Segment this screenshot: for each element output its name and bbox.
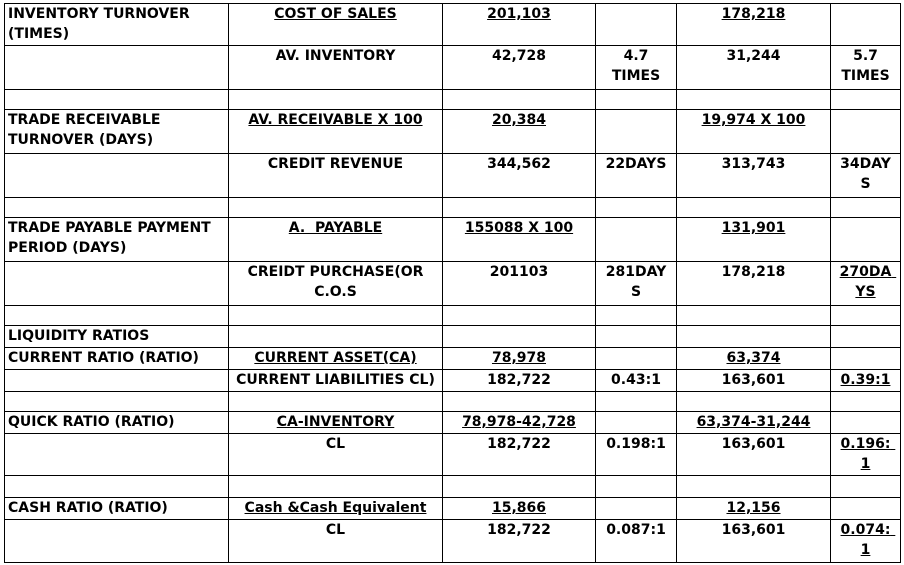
year1-value-cell <box>443 46 596 90</box>
cell-text: 178,218 <box>721 6 786 22</box>
year1-value-cell <box>443 412 596 434</box>
year2-result-cell <box>831 4 901 46</box>
year2-value-cell <box>677 110 831 154</box>
year1-value-cell <box>443 198 596 218</box>
year2-value-cell <box>677 412 831 434</box>
year2-value-cell <box>677 218 831 262</box>
year2-result-cell <box>831 154 901 198</box>
year2-value-cell <box>677 370 831 392</box>
year2-result-cell <box>831 110 901 154</box>
year2-value-cell <box>677 90 831 110</box>
year1-result-cell <box>596 110 677 154</box>
ratio-table <box>4 3 901 563</box>
year1-result-cell <box>596 498 677 520</box>
year2-result-cell <box>831 498 901 520</box>
year1-value-cell <box>443 262 596 306</box>
cash-ratio-denominator-row <box>5 520 901 563</box>
cell-text: CL <box>325 522 346 538</box>
cell-text: 0.39:1 <box>840 372 891 388</box>
ratio-name-cell <box>5 218 229 262</box>
receivable-turnover-row <box>5 110 901 154</box>
cell-text: 182,722 <box>487 372 551 388</box>
year2-result-cell <box>831 412 901 434</box>
cell-text: AV. RECEIVABLE X 100 <box>248 112 423 128</box>
year2-result-cell <box>831 46 901 90</box>
year1-value-cell <box>443 154 596 198</box>
current-ratio-row <box>5 348 901 370</box>
year1-value-cell <box>443 218 596 262</box>
year1-value-cell <box>443 4 596 46</box>
formula-cell <box>229 498 443 520</box>
ratio-table-body <box>5 4 901 563</box>
cell-text: LIQUIDITY RATIOS <box>8 328 150 344</box>
spacer-row <box>5 198 901 218</box>
cell-text: 281DAY S <box>605 264 672 300</box>
year2-value-cell <box>677 306 831 326</box>
cell-text: CA-INVENTORY <box>276 414 395 430</box>
cell-text: 63,374 <box>726 350 781 366</box>
inventory-turnover-row <box>5 4 901 46</box>
cell-text: 201103 <box>489 264 549 280</box>
current-ratio-denominator-row <box>5 370 901 392</box>
formula-cell <box>229 154 443 198</box>
cell-text: 15,866 <box>491 500 547 516</box>
year2-result-cell <box>831 434 901 476</box>
year1-value-cell <box>443 476 596 498</box>
cell-text: CURRENT LIABILITIES CL) <box>236 372 435 388</box>
spacer-row <box>5 306 901 326</box>
ratio-name-cell <box>5 90 229 110</box>
cell-text: CURRENT ASSET(CA) <box>254 350 417 366</box>
cell-text: 12,156 <box>726 500 781 516</box>
cell-text: CURRENT RATIO (RATIO) <box>8 350 199 366</box>
year2-result-cell <box>831 306 901 326</box>
year1-result-cell <box>596 90 677 110</box>
cell-text: TRADE PAYABLE PAYMENT PERIOD (DAYS) <box>8 220 216 256</box>
year2-result-cell <box>831 370 901 392</box>
cell-text: 0.087:1 <box>606 522 666 538</box>
year2-value-cell <box>677 520 831 563</box>
ratio-name-cell <box>5 262 229 306</box>
year1-result-cell <box>596 370 677 392</box>
cell-text: 131,901 <box>721 220 786 236</box>
cash-ratio-row <box>5 498 901 520</box>
year2-result-cell <box>831 392 901 412</box>
formula-cell <box>229 520 443 563</box>
ratio-name-cell <box>5 110 229 154</box>
ratio-name-cell <box>5 326 229 348</box>
ratio-name-cell <box>5 348 229 370</box>
year1-result-cell <box>596 154 677 198</box>
spacer-row <box>5 90 901 110</box>
formula-cell <box>229 110 443 154</box>
cell-text: 182,722 <box>487 522 551 538</box>
formula-cell <box>229 392 443 412</box>
cell-text: 163,601 <box>721 436 786 452</box>
year2-value-cell <box>677 4 831 46</box>
cell-text: 0.074: 1 <box>840 522 896 558</box>
payable-period-denominator-row <box>5 262 901 306</box>
ratio-name-cell <box>5 4 229 46</box>
year2-value-cell <box>677 498 831 520</box>
cell-text: 34DAY S <box>840 156 896 192</box>
year1-result-cell <box>596 348 677 370</box>
year2-value-cell <box>677 326 831 348</box>
cell-text: 163,601 <box>721 522 786 538</box>
formula-cell <box>229 90 443 110</box>
year2-result-cell <box>831 90 901 110</box>
ratio-name-cell <box>5 498 229 520</box>
cell-text: 178,218 <box>721 264 786 280</box>
inventory-turnover-denominator-row <box>5 46 901 90</box>
ratio-name-cell <box>5 520 229 563</box>
cell-text: 4.7 TIMES <box>611 48 661 84</box>
cell-text: QUICK RATIO (RATIO) <box>8 414 175 430</box>
year2-result-cell <box>831 348 901 370</box>
year1-result-cell <box>596 4 677 46</box>
year1-result-cell <box>596 218 677 262</box>
formula-cell <box>229 218 443 262</box>
formula-cell <box>229 4 443 46</box>
cell-text: 78,978 <box>491 350 547 366</box>
formula-cell <box>229 370 443 392</box>
year1-result-cell <box>596 262 677 306</box>
formula-cell <box>229 306 443 326</box>
year2-result-cell <box>831 198 901 218</box>
year1-result-cell <box>596 434 677 476</box>
ratio-name-cell <box>5 434 229 476</box>
ratio-name-cell <box>5 306 229 326</box>
year2-result-cell <box>831 520 901 563</box>
cell-text: A. PAYABLE <box>288 220 383 236</box>
liquidity-ratios-heading-row <box>5 326 901 348</box>
year2-value-cell <box>677 46 831 90</box>
year1-value-cell <box>443 326 596 348</box>
year1-result-cell <box>596 306 677 326</box>
formula-cell <box>229 412 443 434</box>
payable-period-row <box>5 218 901 262</box>
year2-value-cell <box>677 198 831 218</box>
formula-cell <box>229 348 443 370</box>
year2-result-cell <box>831 262 901 306</box>
year1-result-cell <box>596 326 677 348</box>
receivable-turnover-denominator-row <box>5 154 901 198</box>
cell-text: 63,374-31,244 <box>696 414 811 430</box>
cell-text: TRADE RECEIVABLE TURNOVER (DAYS) <box>8 112 166 148</box>
cell-text: 313,743 <box>721 156 786 172</box>
cell-text: 0.196: 1 <box>840 436 896 472</box>
cell-text: 0.198:1 <box>606 436 666 452</box>
cell-text: 163,601 <box>721 372 786 388</box>
cell-text: 19,974 X 100 <box>701 112 806 128</box>
year2-value-cell <box>677 262 831 306</box>
cell-text: 42,728 <box>491 48 547 64</box>
cell-text: 155088 X 100 <box>464 220 574 236</box>
cell-text: 78,978-42,728 <box>462 414 576 430</box>
year1-result-cell <box>596 520 677 563</box>
ratio-name-cell <box>5 476 229 498</box>
cell-text: CL <box>325 436 346 452</box>
quick-ratio-row <box>5 412 901 434</box>
year2-value-cell <box>677 392 831 412</box>
formula-cell <box>229 46 443 90</box>
cell-text: 0.43:1 <box>611 372 661 388</box>
year1-result-cell <box>596 412 677 434</box>
formula-cell <box>229 476 443 498</box>
year1-value-cell <box>443 498 596 520</box>
year1-result-cell <box>596 198 677 218</box>
cell-text: CASH RATIO (RATIO) <box>8 500 168 516</box>
spacer-row <box>5 476 901 498</box>
cell-text: 20,384 <box>491 112 547 128</box>
ratio-name-cell <box>5 46 229 90</box>
year1-value-cell <box>443 348 596 370</box>
ratio-name-cell <box>5 154 229 198</box>
year1-value-cell <box>443 434 596 476</box>
year1-value-cell <box>443 90 596 110</box>
year1-result-cell <box>596 46 677 90</box>
cell-text: 344,562 <box>487 156 551 172</box>
ratio-name-cell <box>5 412 229 434</box>
ratio-name-cell <box>5 370 229 392</box>
ratio-name-cell <box>5 198 229 218</box>
year1-value-cell <box>443 520 596 563</box>
cell-text: 182,722 <box>487 436 551 452</box>
year2-value-cell <box>677 348 831 370</box>
year1-value-cell <box>443 110 596 154</box>
formula-cell <box>229 198 443 218</box>
cell-text: Cash &Cash Equivalent <box>244 500 427 516</box>
year2-result-cell <box>831 476 901 498</box>
formula-cell <box>229 326 443 348</box>
year1-result-cell <box>596 392 677 412</box>
cell-text: 5.7 TIMES <box>841 48 890 84</box>
year1-result-cell <box>596 476 677 498</box>
cell-text: 31,244 <box>726 48 781 64</box>
year1-value-cell <box>443 306 596 326</box>
year2-value-cell <box>677 434 831 476</box>
year2-result-cell <box>831 218 901 262</box>
cell-text: 270DA YS <box>839 264 897 300</box>
quick-ratio-denominator-row <box>5 434 901 476</box>
ratio-name-cell <box>5 392 229 412</box>
year2-value-cell <box>677 476 831 498</box>
year2-result-cell <box>831 326 901 348</box>
cell-text: COST OF SALES <box>274 6 397 22</box>
formula-cell <box>229 262 443 306</box>
cell-text: 22DAYS <box>605 156 667 172</box>
cell-text: CREDIT REVENUE <box>267 156 404 172</box>
year2-value-cell <box>677 154 831 198</box>
cell-text: 201,103 <box>487 6 551 22</box>
cell-text: CREIDT PURCHASE(OR C.O.S <box>247 264 429 300</box>
year1-value-cell <box>443 392 596 412</box>
formula-cell <box>229 434 443 476</box>
year1-value-cell <box>443 370 596 392</box>
spacer-row <box>5 392 901 412</box>
cell-text: AV. INVENTORY <box>275 48 396 64</box>
cell-text: INVENTORY TURNOVER (TIMES) <box>8 6 195 42</box>
